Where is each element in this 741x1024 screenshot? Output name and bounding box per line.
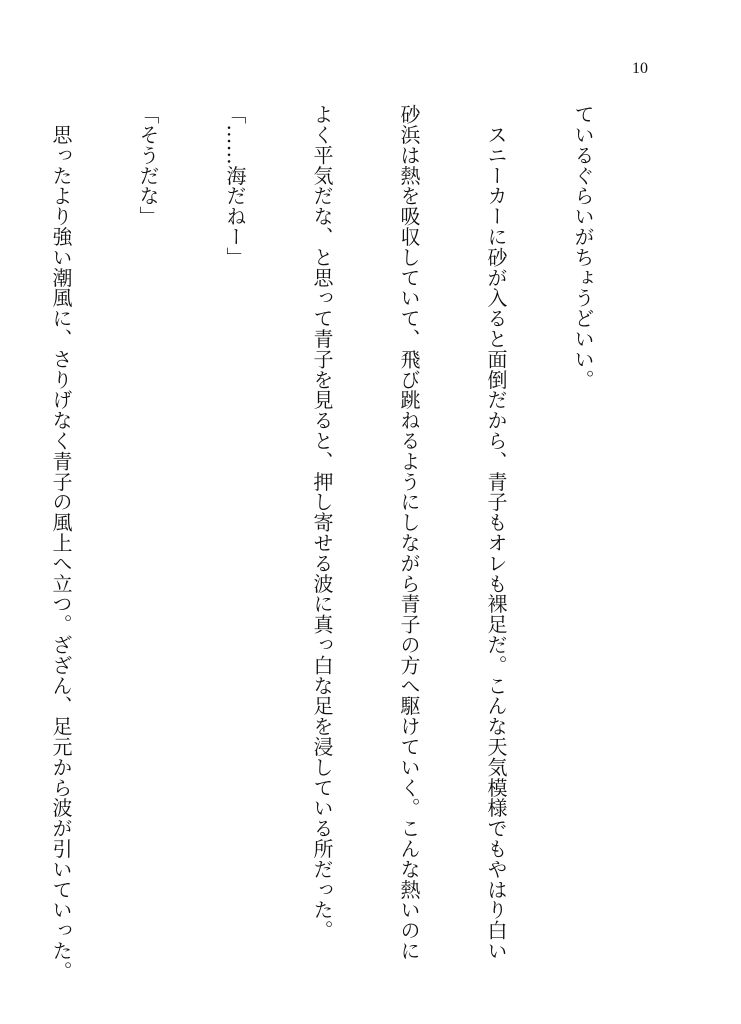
vertical-text-body [0,104,655,984]
text-line: 「そうだな」 [136,104,160,227]
text-line: 砂浜は熱を吸収していて、飛び跳ねるようにしながら青子の方へ駆けていく。こんな熱いのに [397,104,421,961]
text-line: 「……海だねー」 [223,104,247,268]
text-line: スニーカーに砂が入ると面倒だから、青子もオレも裸足だ。こんな天気模様でもやはり白い [484,104,508,961]
page-number: 10 [632,60,648,77]
text-line: ているぐらいがちょうどいい。 [571,104,595,390]
text-line: 思ったより強い潮風に、さりげなく青子の風上へ立つ。ざざん、足元から波が引いていった。 [49,104,73,982]
text-line: よく平気だな、と思って青子を見ると、押し寄せる波に真っ白な足を浸している所だった。 [310,104,334,941]
